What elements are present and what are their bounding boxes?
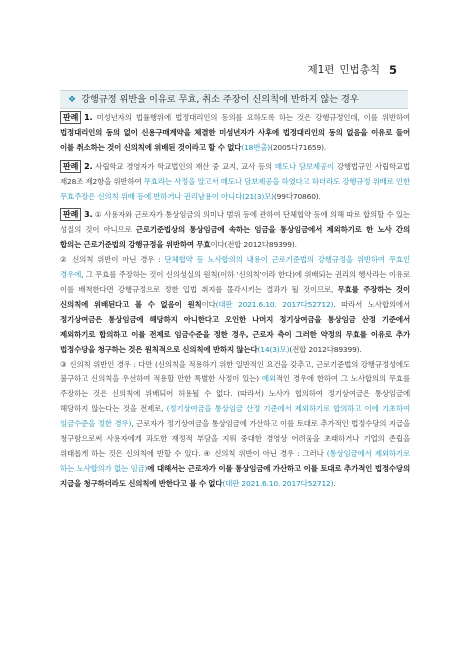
case-number: 1. bbox=[84, 113, 93, 122]
case-text: 강행법규인 사립학교법 제28조 제2항을 위반하여 bbox=[60, 161, 410, 186]
case-badge: 판례 bbox=[60, 160, 81, 173]
case-highlight: 단체협약 등 노사합의의 내용이 근로기준법의 강행규정을 위반하여 무효인 경우에 bbox=[60, 255, 410, 280]
case-text: . 따라서 노사합의에서 bbox=[333, 299, 410, 309]
case-text: 적인 경우에 한하여 그 노사합의의 무효를 주장하는 것은 신의칙에 위배되어 허용될 수 없다. bbox=[60, 374, 410, 399]
case-text: . bbox=[333, 478, 336, 488]
case-emphasis: 무효를 주장하는 것이 신의칙에 위배된다고 볼 수 없음이 원칙 bbox=[60, 284, 411, 309]
case-paragraph-1 bbox=[60, 111, 410, 156]
case-paragraph-3 bbox=[60, 208, 410, 491]
case-badge: 판례 bbox=[60, 111, 81, 124]
case-text: ③ 신의칙 위반인 경우 : 다만 (신의칙을 적용하기 위한 일반적인 요건을 갖추고, 근로기준법의 강행규정성에도 불구하고 신의칙을 우선하여 적용할 만한 특별한 사정이 있는) bbox=[60, 359, 410, 384]
case-paragraph-2 bbox=[60, 160, 410, 205]
topic-title-band bbox=[60, 90, 408, 109]
case-text: ① 사용자와 근로자가 통상임금의 의미나 범위 등에 관하여 단체협약 등에 의해 따로 합의할 수 있는 성질의 것이 아니므로 bbox=[60, 210, 410, 235]
exam-citation: (14(3)모) bbox=[257, 344, 290, 354]
case-badge: 판례 bbox=[60, 208, 81, 221]
section-label: 민법총칙 bbox=[339, 64, 380, 76]
case-text: 이다 bbox=[201, 299, 216, 309]
case-citation: (전합 2012다89399). bbox=[289, 344, 362, 354]
exam-citation: (18번출) bbox=[241, 142, 271, 152]
case-text: (따라서) 노사가 협의하여 정기상여금은 통상임금에 해당하지 않는다는 것을 전제로, bbox=[60, 389, 411, 414]
case-number: 3. bbox=[84, 210, 93, 220]
case-highlight: (정기상여금을 통상임금 산정 기준에서 제외하기로 합의하고 이에 기초하여 임금수준을 정한 경우) bbox=[60, 404, 410, 429]
case-citation: 이다(전합 2012다89399). bbox=[210, 240, 297, 250]
case-text: 미성년자의 법률행위에 법정대리인의 동의를 요하도록 하는 것은 강행규정인데, 이를 위반하여 bbox=[92, 113, 410, 122]
page-header bbox=[307, 62, 397, 77]
chapter-label: 제1편 bbox=[307, 64, 335, 76]
diamond-bullet-icon: ❖ bbox=[68, 95, 77, 105]
case-highlight: 무효라는 사정을 알고서 매도나 담보제공을 하였다고 하더라도 강행규정 위배로 인한 무효주장은 신의칙 위배 등에 반하거나 권리남용이 아니다 bbox=[60, 176, 411, 201]
case-citation: (99다70860). bbox=[273, 191, 321, 201]
case-emphasis: 정기상여금은 통상임금에 해당하지 아니한다고 오인한 나머지 정기상여금을 통상임금 산정 기준에서 제외하기로 합의하고 이를 전제로 임금수준을 정한 경우, 근로자 측이 그러한 약정의 무효를 이유로 추가 법정수당을 청구하는 것은 원칙적으로 신의칙에 반하지 않는다 bbox=[60, 314, 410, 354]
case-text: 사립학교 경영자가 bbox=[92, 161, 158, 171]
case-highlight: 예외 bbox=[261, 374, 276, 384]
case-text: , 그 무효를 주장하는 것이 신의성실의 원칙(이하 '신의칙'이라 한다)에 위배되는 권리의 행사라는 이유로 이를 배척한다면 강행규정으로 정한 입법 취지를 몰각시키는 결과가 될 것이므로, bbox=[60, 270, 410, 294]
page-number: 5 bbox=[388, 62, 397, 77]
case-text: 학교법인의 재산 중 교지, 교사 등의 bbox=[157, 161, 275, 171]
case-emphasis: 법정대리인의 동의 없이 신용구매계약을 체결한 미성년자가 사후에 법정대리인의 동의 없음을 이유로 들어 이를 취소하는 것이 신의칙에 위배된 것이라고 할 수 없다 bbox=[60, 127, 410, 152]
exam-citation: (21(3)모) bbox=[242, 191, 274, 201]
case-highlight: 매도나 담보제공이 bbox=[274, 161, 334, 171]
exam-citation: (대판 2021.6.10. 2017다52712) bbox=[215, 299, 334, 309]
case-emphasis: 에 대해서는 근로자가 이를 통상임금에 가산하고 이를 토대로 추가적인 법정수당의 지급을 청구하더라도 신의칙에 반한다고 볼 수 없다 bbox=[60, 463, 410, 488]
exam-citation: (대판 2021.6.10. 2017다52712) bbox=[222, 478, 334, 488]
case-emphasis: 근로기준법상의 통상임금에 속하는 임금을 통상임금에서 제외하기로 한 노사 간의 합의는 근로기준법의 강행규정을 위반하여 무효 bbox=[60, 225, 410, 250]
case-citation: (2005다71659). bbox=[270, 142, 327, 152]
subpoint-label: ② 신의칙 위반이 아닌 경우 : bbox=[60, 255, 165, 265]
subpoint-label: ④ 신의칙 위반이 아닌 경우 : 그러나 bbox=[203, 448, 327, 458]
case-highlight: (통상임금에서 제외하기로 하는 노사합의가 없는 임금) bbox=[60, 448, 410, 473]
topic-title: 강행규정 위반을 이유로 무효, 취소 주장이 신의칙에 반하지 않는 경우 bbox=[81, 94, 359, 105]
case-number: 2. bbox=[84, 161, 93, 171]
document-body bbox=[60, 111, 410, 496]
case-text: , 근로자가 정기상여금을 통상임금에 가산하고 이를 토대로 추가적인 법정수당의 지급을 청구함으로써 사용자에게 과도한 재정적 부담을 지워 중대한 경영상 어려움을 초래하거나 기업의 존립을 위태롭게 하는 것은 신의칙에 반할 수 있다. bbox=[60, 419, 410, 458]
